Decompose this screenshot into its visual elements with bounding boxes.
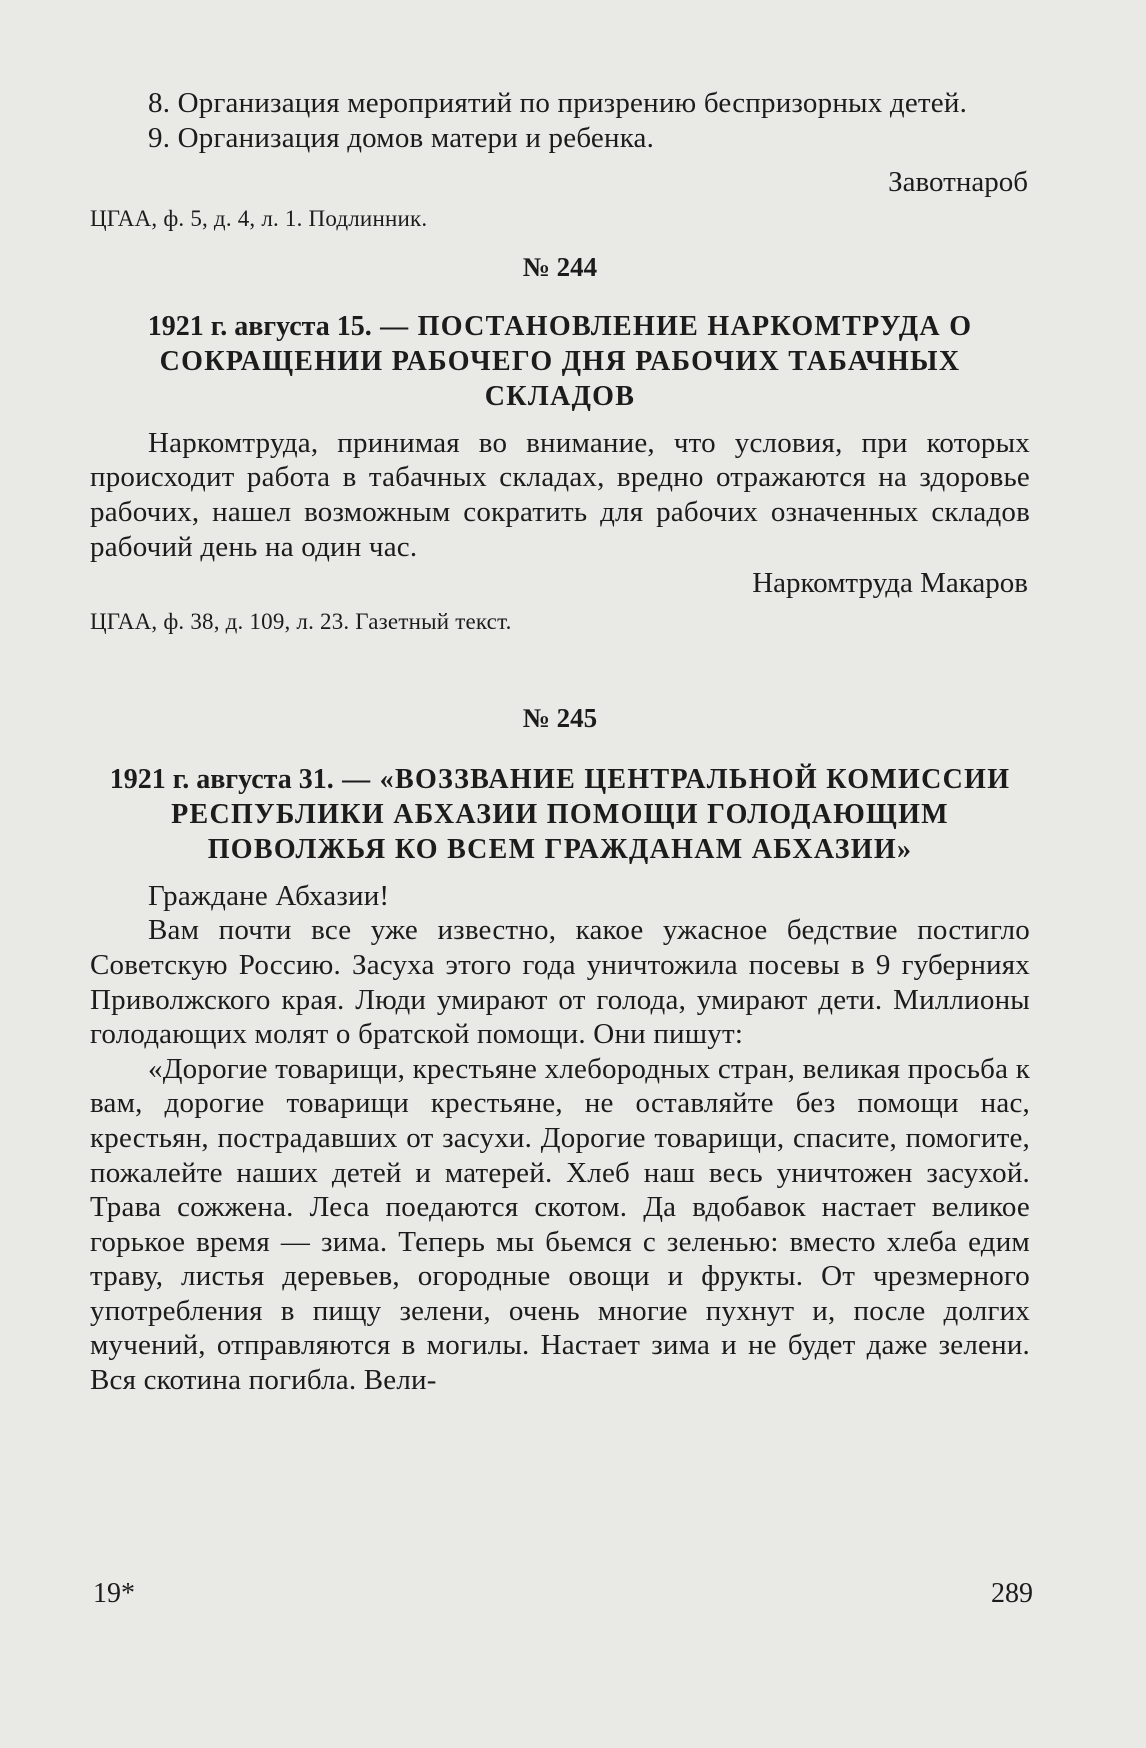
list-item-9: 9. Организация домов матери и ребенка. (148, 121, 655, 154)
document-heading-245: — «ВОЗЗВАНИЕ ЦЕНТРАЛЬНОЙ КОМИССИИ РЕСПУБЛИКИ АБХАЗИИ ПОМОЩИ ГОЛОДАЮЩИМ ПОВОЛЖЬЯ КО ВСЕМ ГРАЖДАНАМ АБХАЗИИ» (171, 763, 1011, 865)
salutation: Граждане Абхазии! (148, 879, 390, 912)
document-date-244: 1921 г. августа 15. (147, 310, 372, 342)
document-number-245: № 245 (522, 702, 598, 733)
archive-source-2: ЦГАА, ф. 38, д. 109, л. 23. Газетный текст. (90, 608, 512, 634)
appeal-paragraph-2: «Дорогие товарищи, крестьяне хлебородных стран, великая просьба к вам, дорогие товарищи крестьяне, не оставляйте без помощи нас, крестьян, пострадавших от засухи. Дорогие товарищи, спасите, помогите, пожалейте наших детей и матерей. Хлеб наш весь уничтожен засухой. Трава сожжена. Леса поедаются скотом. Да вдобавок настает великое горькое время — зима. Теперь мы бьемся с зеленью: вместо хлеба едим траву, листья деревьев, огородные овощи и фрукты. От чрезмерного употребления в пищу зелени, очень многие пухнут и, после долгих мучений, отправляются в могилы. Настает зима и не будет даже зелени. Вся скотина погибла. Вели- (90, 1052, 1030, 1397)
list-item-8: 8. Организация мероприятий по призрению беспризорных детей. (148, 87, 968, 119)
appeal-paragraph-1: Вам почти все уже известно, какое ужасное бедствие постигло Советскую Россию. Засуха этого года уничтожила посевы в 9 губерниях Приволжского края. Люди умирают от голода, умирают дети. Миллионы голодающих молят о братской помощи. Они пишут: (90, 914, 1030, 1051)
document-number-244: № 244 (522, 251, 598, 282)
signature-makarov: Наркомтруда Макаров (752, 567, 1028, 600)
signature-zavotnarob: Завотнароб (888, 166, 1028, 199)
document-page (90, 86, 1030, 1398)
document-body-244: Наркомтруда, принимая во внимание, что условия, при которых происходит работа в табачных складах, вредно отражаются на здоровье рабочих, нашел возможным сократить для рабочих означенных складов рабочий день на один час. (90, 426, 1030, 563)
signature-mark: 19* (93, 1578, 135, 1609)
archive-source-1: ЦГАА, ф. 5, д. 4, л. 1. Подлинник. (90, 205, 428, 231)
page-number: 289 (991, 1578, 1033, 1609)
document-title-244 (90, 309, 1030, 414)
document-title-245 (90, 762, 1030, 867)
document-date-245: 1921 г. августа 31. (109, 763, 334, 795)
document-heading-244: — ПОСТАНОВЛЕНИЕ НАРКОМТРУДА О СОКРАЩЕНИИ РАБОЧЕГО ДНЯ РАБОЧИХ ТАБАЧНЫХ СКЛАДОВ (159, 310, 973, 412)
